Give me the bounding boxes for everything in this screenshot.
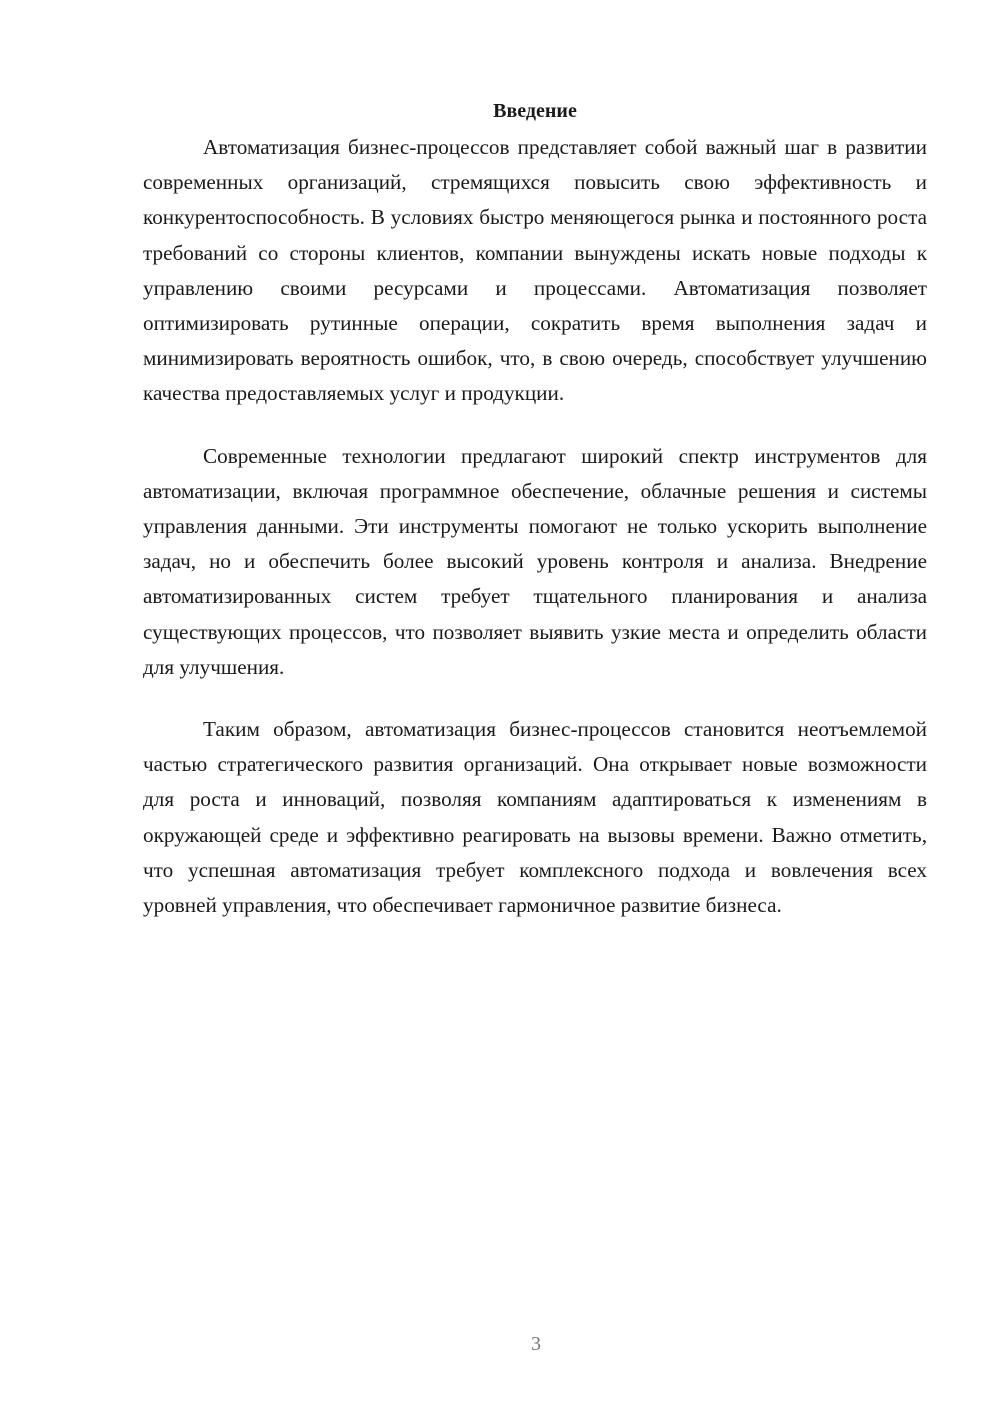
- page-title: Введение: [493, 100, 577, 122]
- paragraph-2: Современные технологии предлагают широкий спектр инструментов для автоматизации, включая программное обеспечение, облачные решения и системы управления данными. Эти инструменты помогают не только ускорить выполнение задач, но и обеспечить более высокий уровень контроля и анализа. Внедрение автоматизированных систем требует тщательного планирования и анализа существующих процессов, что позволяет выявить узкие места и определить области для улучшения.: [143, 443, 927, 679]
- page-content: [143, 92, 927, 923]
- page-number: 3: [531, 1333, 541, 1355]
- paragraph-3: Таким образом, автоматизация бизнес-процессов становится неотъемлемой частью стратегического развития организаций. Она открывает новые возможности для роста и инноваций, позволяя компаниям адаптироваться к изменениям в окружающей среде и эффективно реагировать на вызовы времени. Важно отметить, что успешная автоматизация требует комплексного подхода и вовлечения всех уровней управления, что обеспечивает гармоничное развитие бизнеса.: [143, 717, 927, 918]
- paragraph-1: Автоматизация бизнес-процессов представляет собой важный шаг в развитии современных организаций, стремящихся повысить свою эффективность и конкурентоспособность. В условиях быстро меняющегося рынка и постоянного роста требований со стороны клиентов, компании вынуждены искать новые подходы к управлению своими ресурсами и процессами. Автоматизация позволяет оптимизировать рутинные операции, сократить время выполнения задач и минимизировать вероятность ошибок, что, в свою очередь, способствует улучшению качества предоставляемых услуг и продукции.: [143, 135, 927, 406]
